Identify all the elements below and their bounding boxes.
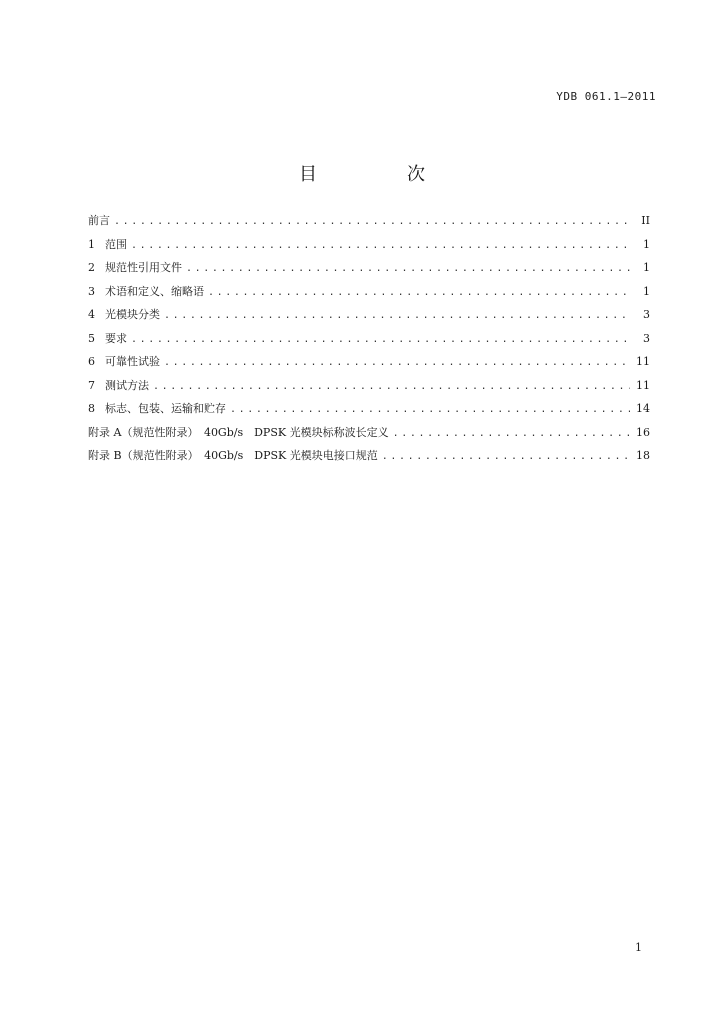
toc-entry-page: 1 <box>643 237 650 251</box>
toc-entry-test-methods[interactable] <box>88 377 650 401</box>
toc-entry-scope[interactable] <box>88 236 650 260</box>
toc-entry-page: 11 <box>636 355 650 368</box>
page-title: 目 次 <box>299 164 461 185</box>
toc-entry-appendix-a[interactable] <box>88 424 650 448</box>
toc-dot-leader <box>230 404 630 415</box>
toc-entry-normative-references[interactable] <box>88 259 650 283</box>
toc-entry-page: 16 <box>636 425 650 439</box>
toc-dot-leader <box>153 381 630 392</box>
toc-entry-number: 8 <box>88 402 95 415</box>
toc-entry-terms-definitions[interactable] <box>88 283 650 307</box>
toc-entry-label: 要求 <box>105 331 127 345</box>
toc-entry-number: 1 <box>88 237 95 251</box>
toc-entry-page: 3 <box>643 308 650 321</box>
toc-entry-number: 4 <box>88 308 95 321</box>
toc-entry-appendix-b[interactable] <box>88 447 650 471</box>
toc-entry-foreword[interactable] <box>88 212 650 236</box>
toc-entry-number: 3 <box>88 284 95 298</box>
toc-entry-number: 7 <box>88 378 95 392</box>
toc-dot-leader <box>382 451 630 462</box>
table-of-contents <box>88 212 650 471</box>
standard-code: YDB 061.1—2011 <box>556 90 656 103</box>
toc-entry-label: 前言 <box>88 214 110 227</box>
toc-dot-leader <box>131 334 630 345</box>
toc-entry-requirements[interactable] <box>88 330 650 354</box>
toc-dot-leader <box>164 357 630 368</box>
toc-entry-number: 6 <box>88 355 95 368</box>
toc-entry-label: 标志、包装、运输和贮存 <box>105 402 226 415</box>
toc-entry-label: 附录 A（规范性附录） 40Gb/s DPSK 光模块标称波长定义 <box>88 425 389 439</box>
toc-entry-page: 11 <box>636 378 650 392</box>
toc-entry-label: 光模块分类 <box>105 308 160 321</box>
toc-entry-label: 可靠性试验 <box>105 355 160 368</box>
toc-entry-classification[interactable] <box>88 306 650 330</box>
toc-dot-leader <box>208 287 630 298</box>
toc-entry-label: 范围 <box>105 237 127 251</box>
toc-entry-page: 1 <box>643 261 650 274</box>
toc-entry-page: 1 <box>643 284 650 298</box>
toc-entry-number: 2 <box>88 261 95 274</box>
toc-dot-leader <box>186 263 630 274</box>
toc-entry-label: 术语和定义、缩略语 <box>105 284 204 298</box>
toc-entry-label: 规范性引用文件 <box>105 261 182 274</box>
toc-entry-marking-packaging[interactable] <box>88 400 650 424</box>
toc-entry-reliability-test[interactable] <box>88 353 650 377</box>
toc-dot-leader <box>114 216 630 227</box>
toc-dot-leader <box>393 428 630 439</box>
page-number: 1 <box>635 941 642 954</box>
toc-entry-label: 附录 B（规范性附录） 40Gb/s DPSK 光模块电接口规范 <box>88 449 378 462</box>
toc-dot-leader <box>131 240 630 251</box>
toc-entry-page: 3 <box>643 331 650 345</box>
toc-entry-page: II <box>641 214 650 227</box>
toc-entry-number: 5 <box>88 331 95 345</box>
toc-entry-page: 14 <box>636 402 650 415</box>
toc-dot-leader <box>164 310 630 321</box>
toc-entry-label: 测试方法 <box>105 378 149 392</box>
toc-entry-page: 18 <box>636 449 650 462</box>
